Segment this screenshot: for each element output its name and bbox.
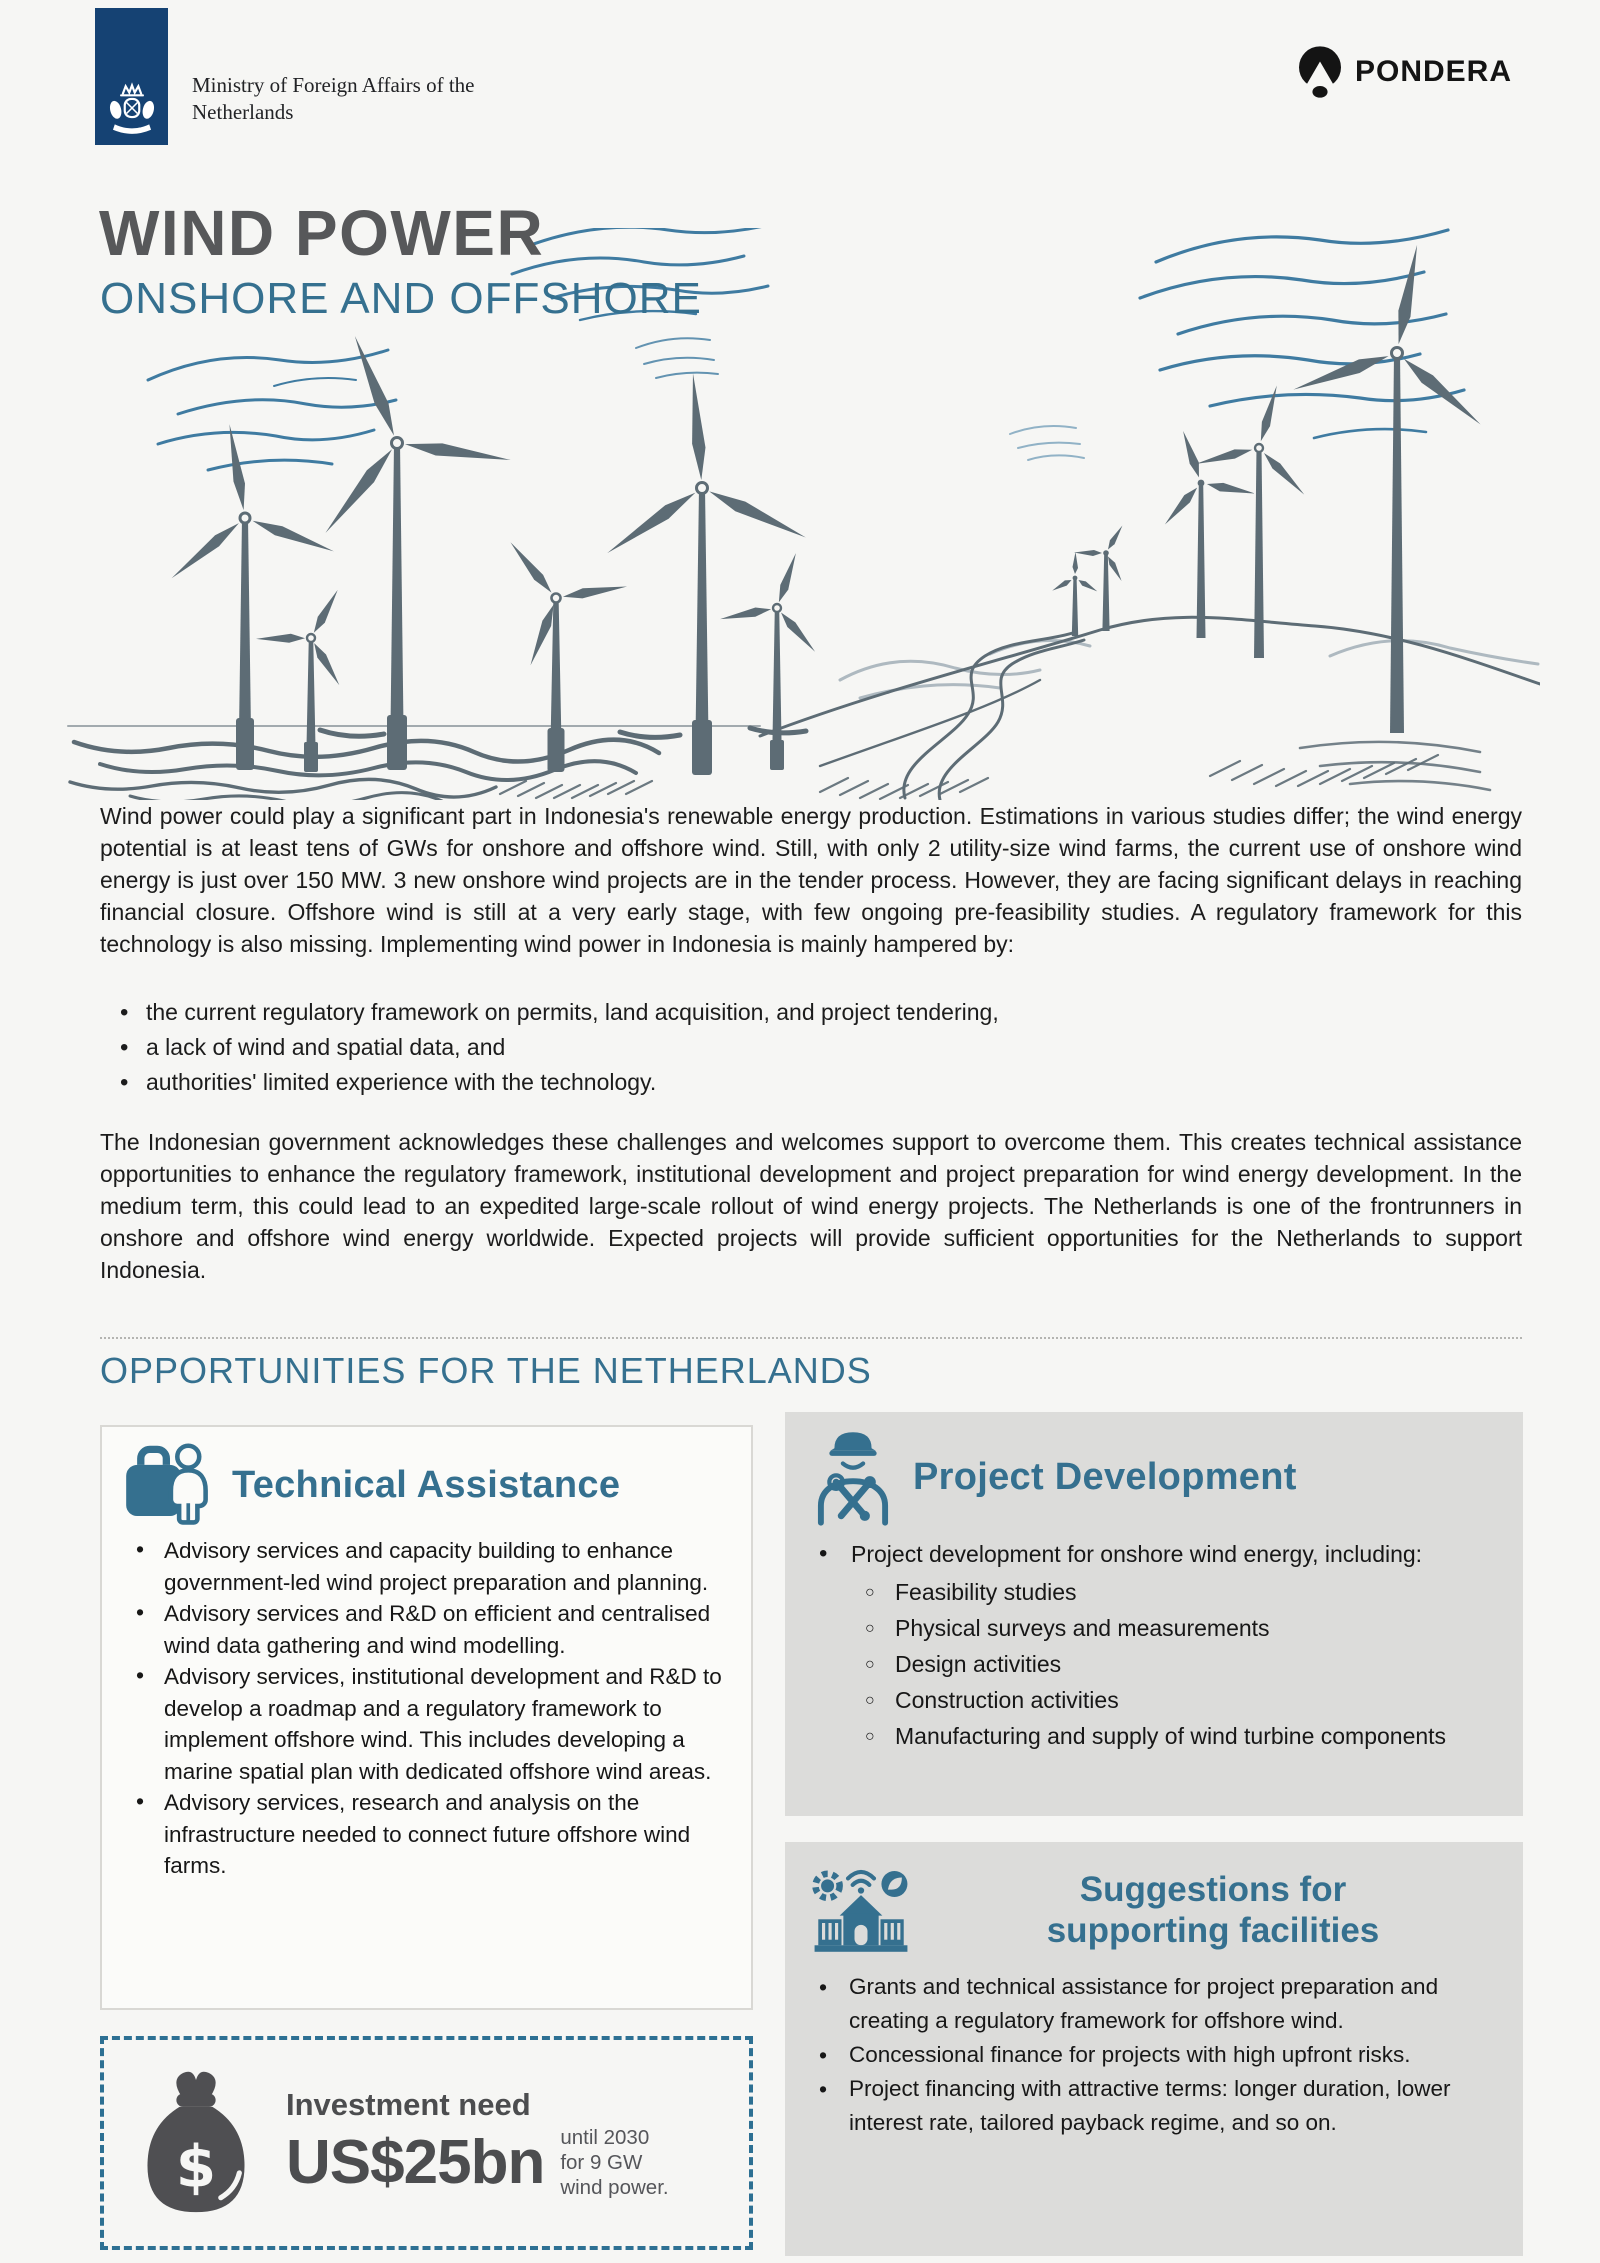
right-column (785, 1412, 1523, 2256)
intro-paragraph-2: The Indonesian government acknowledges these challenges and welcomes support to overcome them. This creates technical assistance opportunities to enhance the regulatory framework, institutional development and project preparation for wind energy development. In the medium term, this could lead to an expedited large-scale rollout of wind energy projects. The Netherlands is one of the frontrunners in onshore and offshore wind energy worldwide. Expected projects will provide sufficient opportunities for the Netherlands to support Indonesia. (100, 1129, 1522, 1283)
ta-bullet: • Advisory services and capacity building to enhance government-led wind project preparation and planning. (124, 1535, 727, 1598)
svg-text:$: $ (175, 2132, 217, 2201)
grass-hatching (500, 755, 1438, 799)
intro-bullet: • a lack of wind and spatial data, and (100, 1030, 1522, 1065)
project-development-list (809, 1536, 1497, 1572)
project-development-header (809, 1428, 1497, 1526)
investment-row (286, 2125, 669, 2200)
technical-assistance-list (124, 1535, 727, 1882)
ministry-name-line1: Ministry of Foreign Affairs of the (192, 73, 475, 97)
pd-lead-bullet: • Project development for onshore wind energy, including: (809, 1536, 1497, 1572)
project-development-sublist (809, 1574, 1497, 1754)
pd-sub-bullet: ○ Construction activities (851, 1682, 1497, 1718)
project-development-title: Project Development (913, 1455, 1297, 1498)
pd-sub-bullet: ○ Physical surveys and measurements (851, 1610, 1497, 1646)
onshore-ground (760, 617, 1540, 800)
intro-bullet: • authorities' limited experience with the technology. (100, 1065, 1522, 1100)
money-bag-icon (132, 2069, 260, 2217)
ta-bullet: • Advisory services, institutional development and R&D to develop a roadmap and a regulatory framework to implement offshore wind. This includes developing a marine spatial plan with dedicated offshore wind areas. (124, 1661, 727, 1787)
supporting-facilities-header (809, 1858, 1497, 1962)
supporting-facilities-list (809, 1970, 1497, 2140)
ministry-banner (95, 8, 168, 145)
sf-bullet: • Concessional finance for projects with high upfront risks. (809, 2038, 1497, 2072)
investment-need-box (100, 2036, 753, 2250)
intro-bullet: • the current regulatory framework on permits, land acquisition, and project tendering, (100, 995, 1522, 1030)
technical-assistance-card (100, 1425, 753, 2010)
supporting-facilities-title (929, 1869, 1497, 1951)
supporting-facility-icon (809, 1858, 913, 1962)
investment-text (286, 2087, 669, 2200)
project-development-card (785, 1412, 1523, 1816)
pd-sub-bullet: ○ Manufacturing and supply of wind turbine components (851, 1718, 1497, 1754)
section-heading: OPPORTUNITIES FOR THE NETHERLANDS (100, 1350, 872, 1391)
sf-title-line2: supporting facilities (1046, 1911, 1380, 1950)
sf-bullet: • Grants and technical assistance for project preparation and creating a regulatory framework for offshore wind. (809, 1970, 1497, 2038)
investment-note-line2: for 9 GW (560, 2150, 643, 2174)
engineer-tools-icon (809, 1428, 897, 1526)
investment-note-line1: until 2030 (560, 2125, 650, 2149)
investment-note-line3: wind power. (560, 2175, 669, 2199)
ta-bullet: • Advisory services and R&D on efficient and centralised wind data gathering and wind modelling. (124, 1598, 727, 1661)
ministry-logo (95, 8, 475, 145)
briefcase-person-icon (124, 1443, 216, 1527)
sf-bullet: • Project financing with attractive terms: longer duration, lower interest rate, tailored payback regime, and so on. (809, 2072, 1497, 2140)
technical-assistance-title: Technical Assistance (232, 1463, 621, 1506)
pondera-wordmark: PONDERA (1354, 55, 1512, 88)
page-subtitle: ONSHORE AND OFFSHORE (100, 274, 702, 323)
pd-sub-bullet: ○ Feasibility studies (851, 1574, 1497, 1610)
ta-bullet: • Advisory services, research and analysis on the infrastructure needed to connect future offshore wind farms. (124, 1787, 727, 1882)
ministry-name-line2: Netherlands (192, 100, 294, 124)
opportunities-grid (100, 1412, 1523, 2256)
investment-label: Investment need (286, 2086, 531, 2122)
page-title: WIND POWER (99, 197, 545, 269)
sf-title-line1: Suggestions for (1079, 1870, 1347, 1909)
investment-note (560, 2125, 668, 2200)
pondera-logo (1294, 44, 1512, 100)
ministry-crest-icon (103, 76, 161, 140)
dotted-divider (100, 1337, 1522, 1339)
pd-sub-bullet: ○ Design activities (851, 1646, 1497, 1682)
intro-paragraph-1: Wind power could play a significant part in Indonesia's renewable energy production. Estimations in various studies differ; the wind energy potential is at least tens of GWs for onshore and offshore wind. Still, with only 2 utility-size wind farms, the current use of onshore wind energy is just over 150 MW. 3 new onshore wind projects are in the tender process. However, they are facing significant delays in reaching financial closure. Offshore wind is still at a very early stage, with few ongoing pre-feasibility studies. A regulatory framework for this technology is also missing. Implementing wind power in Indonesia is mainly hampered by: (100, 803, 1522, 957)
pondera-icon (1294, 44, 1346, 100)
intro-bullet-list (100, 995, 1522, 1100)
ministry-name (192, 72, 475, 145)
left-column (100, 1412, 753, 2256)
investment-amount: US$25bn (286, 2127, 545, 2197)
technical-assistance-header (124, 1443, 727, 1527)
supporting-facilities-card (785, 1842, 1523, 2256)
